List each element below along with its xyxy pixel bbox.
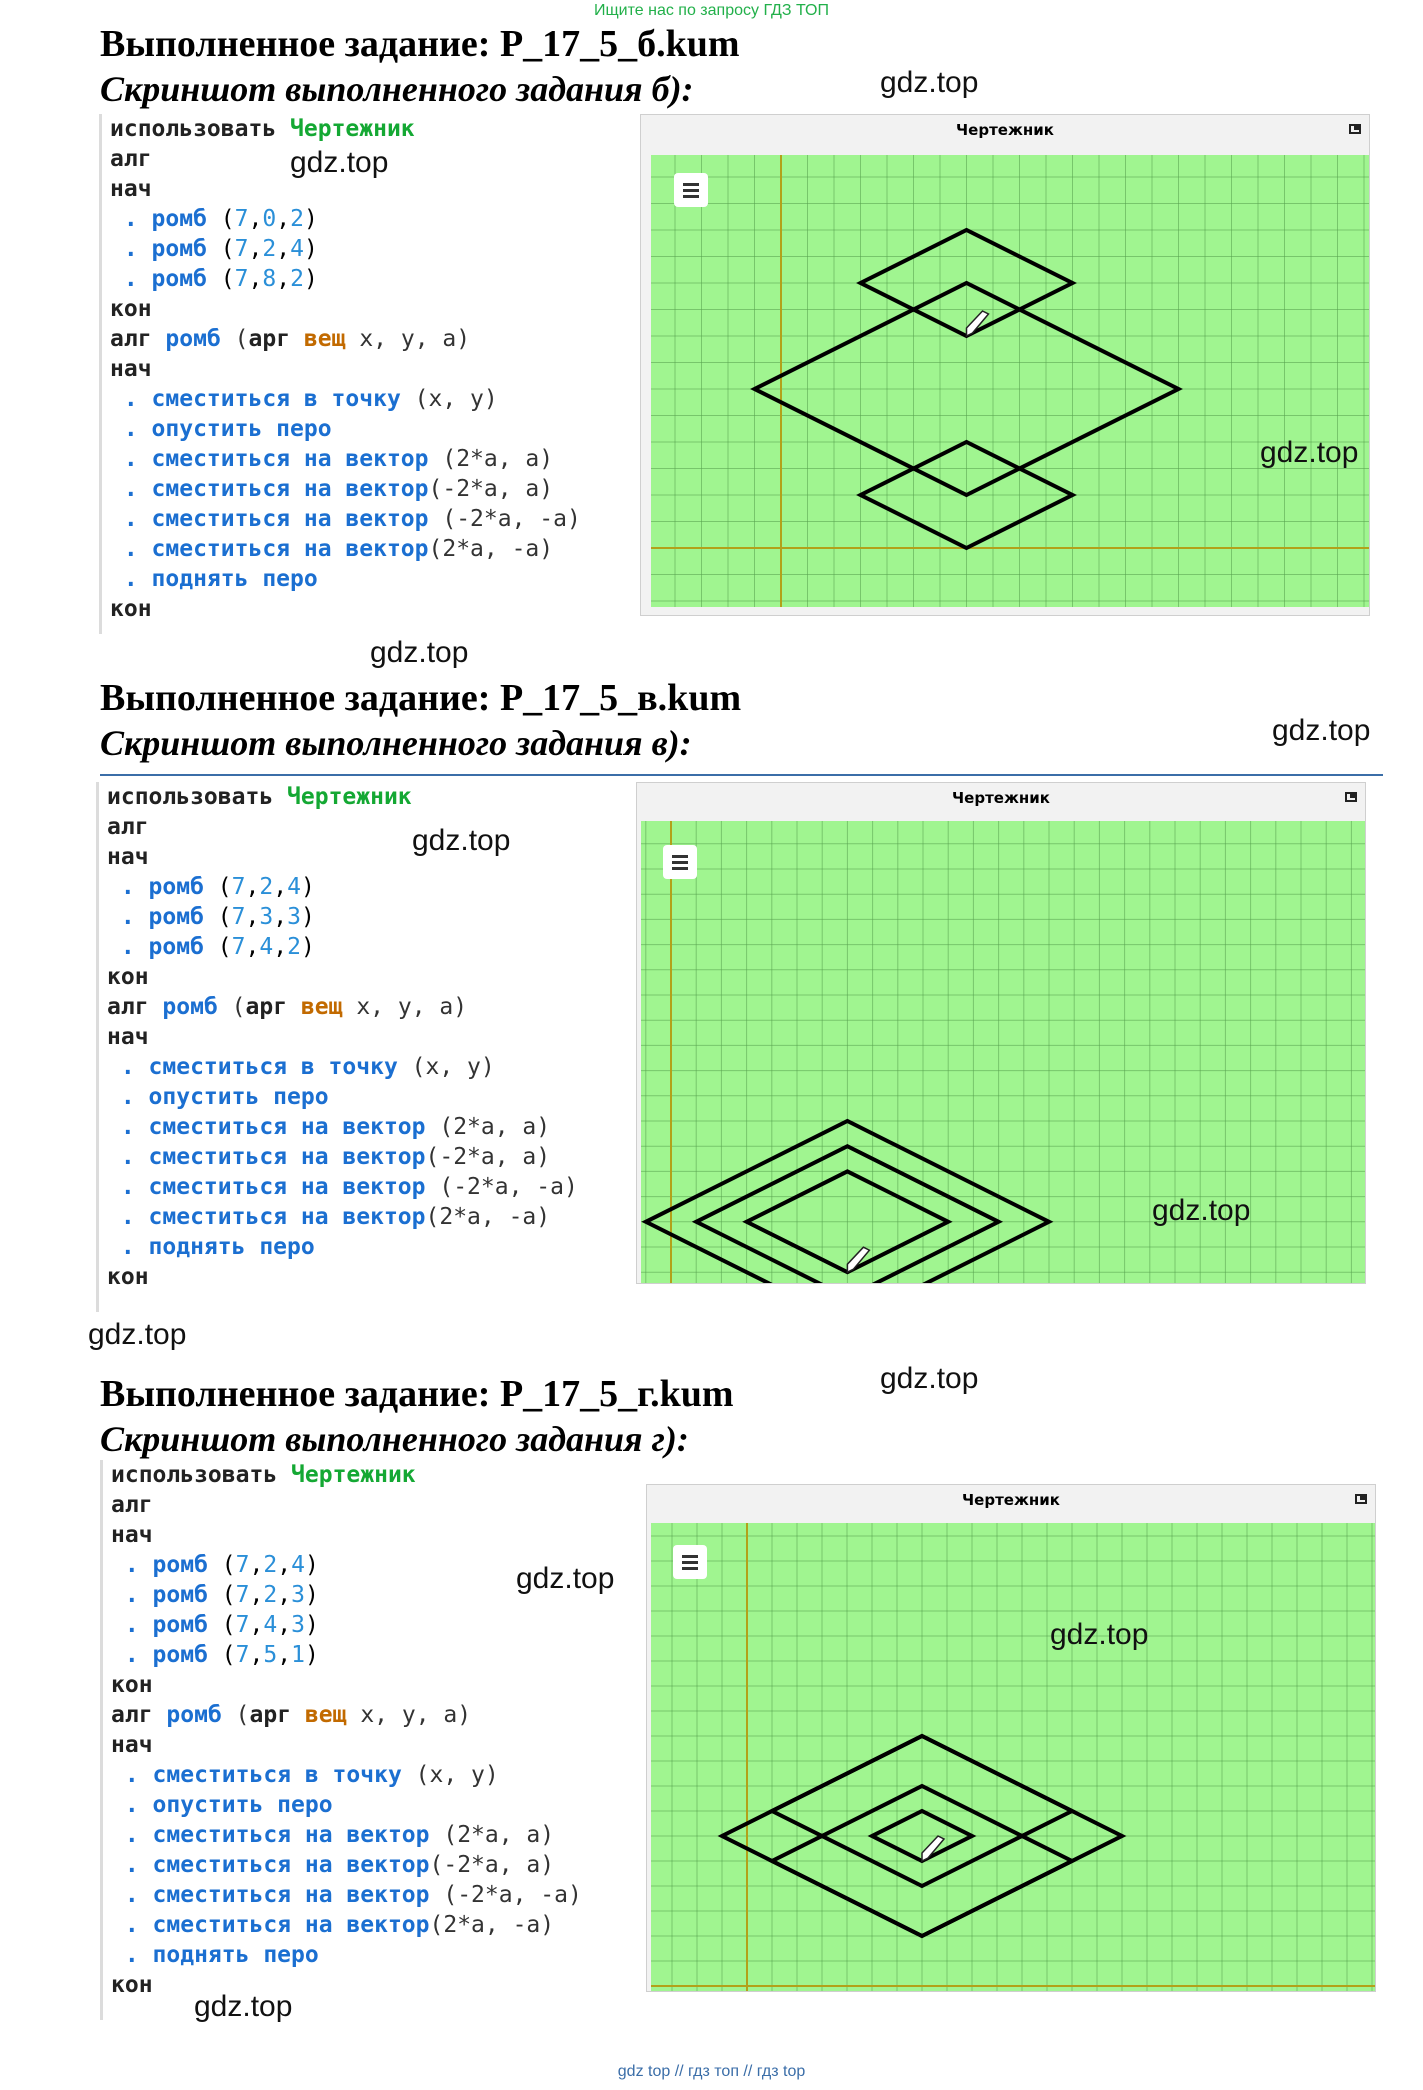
- indent-marker: .: [107, 874, 149, 900]
- code-line: . ромб (7,0,2): [110, 206, 318, 232]
- code-line: [107, 1262, 578, 1292]
- code-line: [107, 1022, 578, 1052]
- code-line: . ромб (7,2,4): [110, 236, 318, 262]
- command: сместиться на вектор: [152, 1822, 430, 1848]
- indent-marker: .: [110, 236, 152, 262]
- code-line: [111, 1790, 582, 1820]
- call-argument: 2: [263, 1582, 278, 1608]
- section-subheading: Скриншот выполненного задания в):: [100, 723, 692, 763]
- indent-marker: .: [107, 1084, 149, 1110]
- menu-icon[interactable]: [674, 173, 708, 207]
- indent-marker: .: [111, 1612, 153, 1638]
- command: поднять перо: [152, 1942, 319, 1968]
- indent-marker: .: [107, 1114, 149, 1140]
- command: сместиться на вектор: [152, 1852, 430, 1878]
- keyword-alg: алг: [110, 146, 152, 172]
- code-listing: [99, 114, 581, 634]
- code-line: [110, 114, 581, 144]
- keyword-end: кон: [110, 296, 152, 322]
- call-argument: 0: [262, 206, 277, 232]
- maximize-icon[interactable]: [1355, 1494, 1367, 1504]
- keyword-alg: алг: [107, 994, 149, 1020]
- code-line: [111, 1730, 582, 1760]
- indent-marker: .: [110, 416, 152, 442]
- call-name: ромб: [151, 206, 207, 232]
- indent-marker: .: [107, 934, 149, 960]
- keyword-end: кон: [107, 964, 149, 990]
- command: сместиться на вектор: [148, 1114, 426, 1140]
- call-argument: 7: [235, 1612, 250, 1638]
- call-name: ромб: [152, 1612, 208, 1638]
- code-line: [110, 564, 581, 594]
- bottom-link[interactable]: gdz top // гдз топ // гдз top: [617, 2063, 806, 2080]
- command: опустить перо: [152, 1792, 333, 1818]
- code-line: [111, 1940, 582, 1970]
- command: поднять перо: [151, 566, 318, 592]
- code-line: . ромб (7,5,1): [111, 1642, 319, 1668]
- call-argument: 4: [259, 934, 274, 960]
- indent-marker: .: [111, 1942, 153, 1968]
- code-line: [107, 1082, 578, 1112]
- call-argument: 7: [231, 874, 246, 900]
- command: сместиться в точку: [148, 1054, 398, 1080]
- params: x, y, a): [356, 994, 468, 1020]
- watermark: gdz.top: [1260, 436, 1359, 469]
- code-line: . ромб (7,2,3): [111, 1582, 319, 1608]
- drawer-window: [636, 782, 1366, 1284]
- keyword-use: использовать: [110, 116, 277, 142]
- section-subheading: Скриншот выполненного задания г):: [100, 1419, 689, 1459]
- code-line: [107, 1232, 578, 1262]
- call-argument: 7: [235, 1552, 250, 1578]
- command-args: (2*a, -a): [425, 1204, 551, 1230]
- separator: [100, 774, 1383, 776]
- keyword-begin: нач: [107, 1024, 149, 1050]
- watermark: gdz.top: [516, 1562, 615, 1595]
- keyword-arg: арг: [248, 326, 291, 352]
- keyword-end: кон: [107, 1264, 149, 1290]
- indent-marker: .: [110, 506, 152, 532]
- call-argument: 3: [291, 1582, 305, 1608]
- command-args: (-2*a, -a): [429, 1882, 582, 1908]
- canvas-background: [651, 155, 1369, 607]
- call-argument: 4: [287, 874, 301, 900]
- code-line: [111, 1970, 582, 2000]
- call-argument: 3: [287, 904, 301, 930]
- drawing-canvas: [651, 155, 1369, 607]
- call-argument: 2: [290, 266, 304, 292]
- code-line: [107, 1172, 578, 1202]
- watermark: gdz.top: [1152, 1194, 1251, 1227]
- indent-marker: .: [111, 1882, 153, 1908]
- indent-marker: .: [111, 1642, 153, 1668]
- code-line: . ромб (7,3,3): [107, 904, 315, 930]
- command-args: (2*a, a): [428, 446, 554, 472]
- code-listing: [100, 1460, 582, 2020]
- watermark: gdz.top: [412, 824, 511, 857]
- code-line: [110, 594, 581, 624]
- keyword-use: использовать: [107, 784, 274, 810]
- code-line: [111, 1670, 582, 1700]
- command: сместиться на вектор: [151, 506, 429, 532]
- call-argument: 4: [263, 1612, 278, 1638]
- drawer-window: [646, 1484, 1376, 1992]
- maximize-icon[interactable]: [1345, 792, 1357, 802]
- indent-marker: .: [111, 1792, 153, 1818]
- call-argument: 7: [234, 206, 249, 232]
- call-argument: 7: [231, 934, 246, 960]
- code-line: [111, 1700, 582, 1730]
- call-argument: 5: [263, 1642, 278, 1668]
- watermark: gdz.top: [1050, 1618, 1149, 1651]
- watermark: gdz.top: [290, 146, 389, 179]
- indent-marker: .: [110, 266, 152, 292]
- code-line: [110, 444, 581, 474]
- code-line: [110, 474, 581, 504]
- indent-marker: .: [110, 446, 152, 472]
- canvas-background: [651, 1523, 1375, 1991]
- library-name: Чертежник: [287, 784, 412, 810]
- code-line: [111, 1490, 582, 1520]
- drawing-canvas: [651, 1523, 1375, 1991]
- keyword-type: вещ: [304, 1702, 347, 1728]
- call-argument: 1: [291, 1642, 305, 1668]
- command: сместиться на вектор: [151, 446, 429, 472]
- call-name: ромб: [148, 874, 204, 900]
- proc-name: ромб: [165, 326, 221, 352]
- window-title: Чертежник: [962, 1491, 1060, 1509]
- code-line: [107, 1112, 578, 1142]
- call-name: ромб: [152, 1552, 208, 1578]
- command-args: (-2*a, a): [425, 1144, 551, 1170]
- keyword-type: вещ: [303, 326, 346, 352]
- indent-marker: .: [110, 566, 152, 592]
- code-line: . ромб (7,2,4): [107, 874, 315, 900]
- indent-marker: .: [107, 1204, 149, 1230]
- code-line: [107, 782, 578, 812]
- indent-marker: .: [110, 386, 152, 412]
- watermark: gdz.top: [1272, 714, 1371, 747]
- command: поднять перо: [148, 1234, 315, 1260]
- indent-marker: .: [107, 1144, 149, 1170]
- call-name: ромб: [148, 934, 204, 960]
- command: сместиться на вектор: [152, 1912, 430, 1938]
- canvas-background: [641, 821, 1365, 1283]
- indent-marker: .: [110, 476, 152, 502]
- keyword-arg: арг: [245, 994, 288, 1020]
- command: сместиться на вектор: [152, 1882, 430, 1908]
- call-argument: 7: [234, 266, 249, 292]
- params: x, y, a): [360, 1702, 472, 1728]
- keyword-end: кон: [110, 596, 152, 622]
- command: сместиться на вектор: [151, 536, 429, 562]
- command-args: (2*a, a): [429, 1822, 555, 1848]
- code-line: . ромб (7,4,3): [111, 1612, 319, 1638]
- watermark: gdz.top: [880, 1362, 979, 1395]
- indent-marker: .: [107, 1054, 149, 1080]
- command-args: (-2*a, -a): [428, 506, 581, 532]
- paren: (: [235, 1702, 250, 1728]
- code-line: [110, 324, 581, 354]
- section-subheading: Скриншот выполненного задания б):: [100, 69, 694, 109]
- keyword-alg: алг: [111, 1702, 153, 1728]
- keyword-end: кон: [111, 1972, 153, 1998]
- watermark: gdz.top: [370, 636, 469, 669]
- watermark: gdz.top: [194, 1990, 293, 2023]
- indent-marker: .: [111, 1762, 153, 1788]
- command: сместиться на вектор: [148, 1144, 426, 1170]
- keyword-arg: арг: [249, 1702, 292, 1728]
- keyword-begin: нач: [110, 356, 152, 382]
- keyword-begin: нач: [107, 844, 149, 870]
- code-line: [111, 1520, 582, 1550]
- command: опустить перо: [151, 416, 332, 442]
- code-line: . ромб (7,8,2): [110, 266, 318, 292]
- code-line: [111, 1760, 582, 1790]
- paren: (: [234, 326, 249, 352]
- menu-icon[interactable]: [673, 1545, 707, 1579]
- code-line: [111, 1820, 582, 1850]
- code-line: [107, 992, 578, 1022]
- call-argument: 2: [259, 874, 274, 900]
- keyword-use: использовать: [111, 1462, 278, 1488]
- code-line: [111, 1880, 582, 1910]
- indent-marker: .: [111, 1852, 153, 1878]
- call-argument: 3: [291, 1612, 305, 1638]
- command: опустить перо: [148, 1084, 329, 1110]
- keyword-alg: алг: [110, 326, 152, 352]
- command: сместиться на вектор: [151, 476, 429, 502]
- keyword-end: кон: [111, 1672, 153, 1698]
- call-argument: 8: [262, 266, 277, 292]
- keyword-begin: нач: [111, 1732, 153, 1758]
- code-line: . ромб (7,4,2): [107, 934, 315, 960]
- code-line: [107, 1202, 578, 1232]
- proc-name: ромб: [166, 1702, 222, 1728]
- window-title: Чертежник: [952, 789, 1050, 807]
- menu-icon[interactable]: [663, 845, 697, 879]
- library-name: Чертежник: [291, 1462, 416, 1488]
- window-title: Чертежник: [956, 121, 1054, 139]
- code-line: [110, 384, 581, 414]
- indent-marker: .: [111, 1912, 153, 1938]
- call-argument: 7: [235, 1642, 250, 1668]
- call-name: ромб: [148, 904, 204, 930]
- code-line: [110, 534, 581, 564]
- call-argument: 7: [235, 1582, 250, 1608]
- indent-marker: .: [107, 1174, 149, 1200]
- call-argument: 3: [259, 904, 274, 930]
- call-argument: 2: [263, 1552, 278, 1578]
- code-line: [107, 1142, 578, 1172]
- code-listing: [96, 782, 578, 1312]
- maximize-icon[interactable]: [1349, 124, 1361, 134]
- command-args: (x, y): [401, 1762, 499, 1788]
- indent-marker: .: [110, 206, 152, 232]
- code-line: [110, 354, 581, 384]
- keyword-alg: алг: [107, 814, 149, 840]
- command-args: (2*a, a): [425, 1114, 551, 1140]
- command-args: (-2*a, a): [428, 476, 554, 502]
- watermark: gdz.top: [88, 1318, 187, 1351]
- code-line: [111, 1460, 582, 1490]
- call-name: ромб: [151, 266, 207, 292]
- call-name: ромб: [151, 236, 207, 262]
- indent-marker: .: [111, 1582, 153, 1608]
- call-argument: 7: [231, 904, 246, 930]
- keyword-begin: нач: [110, 176, 152, 202]
- keyword-type: вещ: [300, 994, 343, 1020]
- call-argument: 4: [291, 1552, 305, 1578]
- command-args: (x, y): [397, 1054, 495, 1080]
- code-line: [110, 504, 581, 534]
- watermark: gdz.top: [880, 66, 979, 99]
- code-line: . ромб (7,2,4): [111, 1552, 319, 1578]
- call-name: ромб: [152, 1642, 208, 1668]
- top-link[interactable]: Ищите нас по запросу ГДЗ ТОП: [594, 2, 829, 19]
- code-line: [111, 1850, 582, 1880]
- section-heading: Выполненное задание: Р_17_5_г.kum: [100, 1373, 734, 1415]
- code-line: [110, 294, 581, 324]
- call-argument: 4: [290, 236, 304, 262]
- proc-name: ромб: [162, 994, 218, 1020]
- command: сместиться в точку: [152, 1762, 402, 1788]
- command: сместиться в точку: [151, 386, 401, 412]
- call-argument: 7: [234, 236, 249, 262]
- command: сместиться на вектор: [148, 1174, 426, 1200]
- call-argument: 2: [287, 934, 301, 960]
- indent-marker: .: [107, 1234, 149, 1260]
- code-line: [111, 1910, 582, 1940]
- command-args: (x, y): [400, 386, 498, 412]
- command: сместиться на вектор: [148, 1204, 426, 1230]
- keyword-begin: нач: [111, 1522, 153, 1548]
- keyword-alg: алг: [111, 1492, 153, 1518]
- code-line: [107, 962, 578, 992]
- drawer-window: [640, 114, 1370, 616]
- command-args: (-2*a, -a): [425, 1174, 578, 1200]
- section-heading: Выполненное задание: Р_17_5_в.kum: [100, 677, 742, 719]
- section-heading: Выполненное задание: Р_17_5_б.kum: [100, 23, 740, 65]
- call-argument: 2: [290, 206, 304, 232]
- indent-marker: .: [111, 1552, 153, 1578]
- command-args: (2*a, -a): [429, 1912, 555, 1938]
- params: x, y, a): [359, 326, 471, 352]
- command-args: (-2*a, a): [429, 1852, 555, 1878]
- paren: (: [231, 994, 246, 1020]
- indent-marker: .: [107, 904, 149, 930]
- call-name: ромб: [152, 1582, 208, 1608]
- code-line: [107, 1052, 578, 1082]
- indent-marker: .: [111, 1822, 153, 1848]
- code-line: [110, 414, 581, 444]
- command-args: (2*a, -a): [428, 536, 554, 562]
- library-name: Чертежник: [290, 116, 415, 142]
- call-argument: 2: [262, 236, 277, 262]
- drawing-canvas: [641, 821, 1365, 1283]
- indent-marker: .: [110, 536, 152, 562]
